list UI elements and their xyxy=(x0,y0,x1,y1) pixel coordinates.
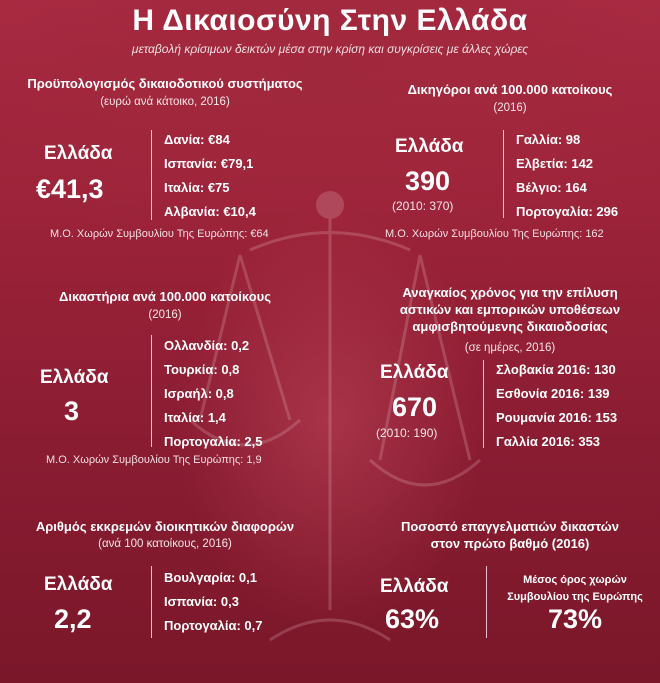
pending-greece-value: 2,2 xyxy=(54,604,92,634)
lawyers-greece-note: (2010: 370) xyxy=(392,199,454,213)
lawyers-divider xyxy=(503,130,504,218)
list-item: Βουλγαρία: 0,1 xyxy=(164,570,258,585)
judges-eu-value: 73% xyxy=(547,604,603,634)
judges-greece-label: Ελλάδα xyxy=(380,576,449,597)
page-subtitle: μεταβολή κρίσιμων δεικτών μέσα στην κρίση και συγκρίσεις με άλλες χώρες xyxy=(131,42,529,56)
lawyers-average: Μ.Ο. Χωρών Συμβουλίου Της Ευρώπης: 162 xyxy=(385,228,604,240)
courts-greece-label: Ελλάδα xyxy=(40,367,109,388)
time-greece-value: 670 xyxy=(392,392,438,422)
list-item: Τουρκία: 0,8 xyxy=(164,362,240,377)
lawyers-greece-label: Ελλάδα xyxy=(395,136,464,157)
courts-greece-value: 3 xyxy=(64,396,80,426)
list-item: Γαλλία: 98 xyxy=(516,132,581,147)
list-item: Ολλανδία: 0,2 xyxy=(164,338,250,353)
list-item: Ισπανία: 0,3 xyxy=(164,594,239,609)
pending-title: Αριθμός εκκρεμών διοικητικών διαφορών xyxy=(35,519,295,534)
courts-comparison-list xyxy=(164,334,262,454)
judges-eu-label-line1: Μέσος όρος χωρών xyxy=(523,574,627,586)
pending-greece-label: Ελλάδα xyxy=(44,574,113,595)
pending-comparison-list xyxy=(164,566,262,638)
list-item: Πορτογαλία: 0,7 xyxy=(164,618,263,633)
list-item: Γαλλία 2016: 353 xyxy=(496,434,601,449)
judges-greece-value: 63% xyxy=(385,604,440,634)
courts-divider xyxy=(151,335,152,447)
page-title: Η Δικαιοσύνη Στην Ελλάδα xyxy=(132,4,528,37)
time-greece-label: Ελλάδα xyxy=(380,362,449,383)
budget-subtitle: (ευρώ ανά κάτοικο, 2016) xyxy=(100,96,230,108)
judges-title-line1: Ποσοστό επαγγελματιών δικαστών xyxy=(400,519,620,534)
budget-comparison-list xyxy=(164,128,256,224)
lawyers-greece-value: 390 xyxy=(405,166,451,196)
judges-eu-label-line2: Συμβουλίου της Ευρώπης xyxy=(507,591,643,603)
pending-subtitle: (ανά 100 κατοίκους, 2016) xyxy=(98,538,232,550)
list-item: Εσθονία 2016: 139 xyxy=(496,386,610,401)
list-item: Ρουμανία 2016: 153 xyxy=(496,410,618,425)
time-divider xyxy=(483,360,484,448)
time-title-line2: αστικών και εμπορικών υποθέσεων xyxy=(399,302,621,317)
list-item: Δανία: €84 xyxy=(164,132,230,147)
time-subtitle: (σε ημέρες, 2016) xyxy=(464,342,556,354)
budget-greece-value: €41,3 xyxy=(36,174,104,204)
list-item: Σλοβακία 2016: 130 xyxy=(496,362,616,377)
time-title-line3: αμφισβητούμενης δικαιοδοσίας xyxy=(412,319,608,334)
lawyers-comparison-list xyxy=(516,128,618,224)
lawyers-subtitle: (2016) xyxy=(493,102,527,114)
list-item: Ελβετία: 142 xyxy=(516,156,594,171)
judges-divider xyxy=(486,566,487,638)
list-item: Ισπανία: €79,1 xyxy=(164,156,254,171)
judges-title-line2: στον πρώτο βαθμό (2016) xyxy=(430,536,590,551)
budget-title: Προϋπολογισμός δικαιοδοτικού συστήματος xyxy=(27,76,303,91)
list-item: Πορτογαλία: 2,5 xyxy=(164,434,263,449)
time-greece-note: (2010: 190) xyxy=(376,426,438,440)
budget-divider xyxy=(151,130,152,220)
budget-greece-label: Ελλάδα xyxy=(44,143,113,164)
pending-divider xyxy=(151,566,152,638)
budget-average: Μ.Ο. Χωρών Συμβουλίου Της Ευρώπης: €64 xyxy=(50,228,269,240)
list-item: Αλβανία: €10,4 xyxy=(164,204,256,219)
time-title-line1: Αναγκαίος χρόνος για την επίλυση xyxy=(402,285,618,300)
courts-title: Δικαστήρια ανά 100.000 κατοίκους xyxy=(59,289,271,304)
time-comparison-list xyxy=(496,358,617,454)
list-item: Πορτογαλία: 296 xyxy=(516,204,619,219)
list-item: Ιταλία: 1,4 xyxy=(164,410,226,425)
courts-average: Μ.Ο. Χωρών Συμβουλίου Της Ευρώπης: 1,9 xyxy=(46,454,262,466)
list-item: Ισραήλ: 0,8 xyxy=(164,386,234,401)
lawyers-title: Δικηγόροι ανά 100.000 κατοίκους xyxy=(407,82,613,97)
courts-subtitle: (2016) xyxy=(148,309,182,321)
list-item: Βέλγιο: 164 xyxy=(516,180,587,195)
list-item: Ιταλία: €75 xyxy=(164,180,230,195)
